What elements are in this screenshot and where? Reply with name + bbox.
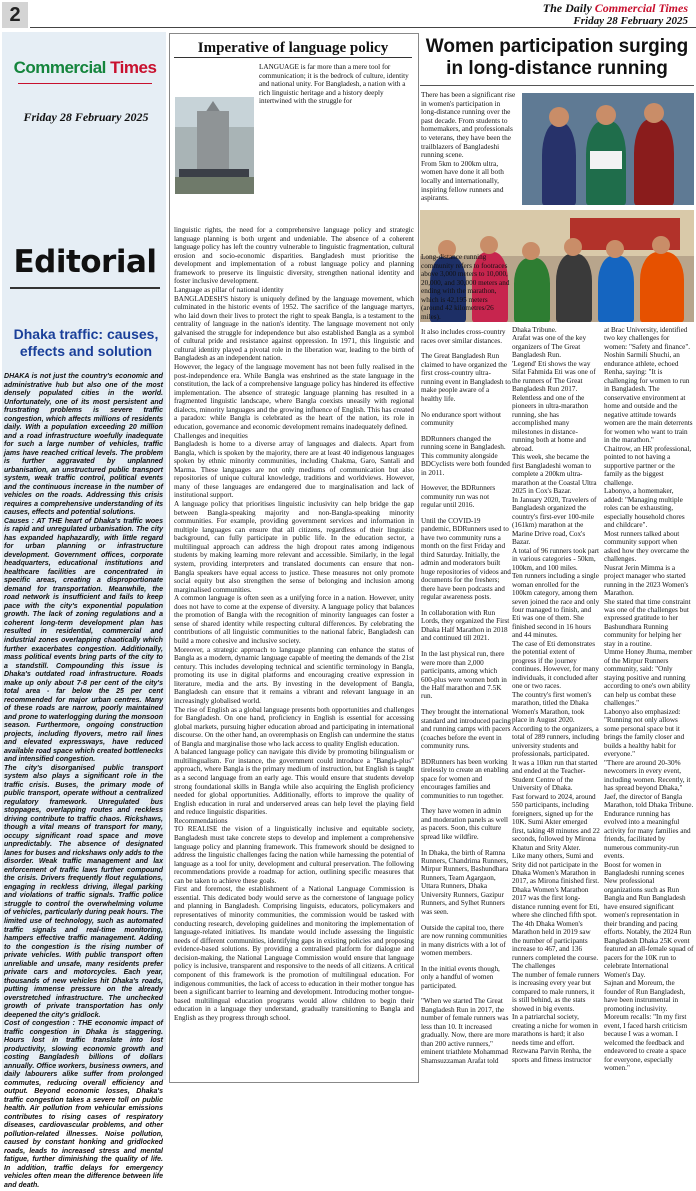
running-article-paragraph: Nusrat Jerin Mimma is a project manager who started running in the 2023 Women's Marathon. <box>604 563 689 598</box>
editorial-rule <box>10 287 160 289</box>
running-article-paragraph: Sifat Fahmida Eti was one of the runners of The Great Bangladesh Run 2017. <box>512 368 596 394</box>
running-article-paragraph: BDRunners has been working tirelessly to create an enabling space for women and encourages families and communities to run together. <box>421 757 509 800</box>
running-article-paragraph: The case of Eti demonstrates the potential extent of progress if the journey continues. However, for many individuals, it concluded after one or two races. <box>512 639 599 691</box>
masthead-name-green: Commercial <box>13 58 111 77</box>
running-article-paragraph: However, the BDRunners community run was not regular until 2016. <box>421 484 496 510</box>
running-article-subhead: No endurance sport without community <box>421 410 502 427</box>
header-date: Friday 28 February 2025 <box>573 15 688 27</box>
language-article-paragraph: linguistic rights, the need for a comprehensive language policy and strategic language planning is both urgent and undeniable. The absence of a coherent language policy has left the country vulnerable to linguistic fragmentation, cultural erosion and socio-economic disparities. Bangladesh must prioritise the development and implementation of a robust language policy and planning framework to preserve its linguistic diversity, strengthen national identity and foster inclusive development. <box>174 226 414 286</box>
running-article-paragraph: In a patriarchal society, creating a niche for women in marathons is hard; it also needs time and effort. <box>512 1013 599 1047</box>
publication-title: Commercial Times <box>594 1 688 15</box>
running-article-paragraph: In the last physical run, there were more than 2,000 participants, among which 600-plus were women both in the Half marathon and 7.5K run. <box>421 650 507 701</box>
runners-photo-top <box>522 93 694 205</box>
language-article-paragraph: TO REALISE the vision of a linguistically inclusive and equitable society, Bangladesh must take concrete steps to develop and implement a comprehensive language policy and planning framework. This framework should be designed to address the linguistic challenges facing the nation while harnessing the potential of language as a tool for unity, development and cultural preservation. The following recommendations provide a roadmap for action, outlining specific measures that can be taken to achieve these goals. <box>174 825 414 885</box>
running-article-paragraph: Outside the capital too, there are now running communities in many districts with a lot of women members. <box>421 923 508 958</box>
running-article-paragraph: Until the COVID-19 pandemic, BDRunners used to have two community runs a month on the first Friday and third Saturday. Initially, the admin and moderators built huge repositories of videos and documents for the freshers; there have been podcasts and regular awareness posts. <box>421 516 511 602</box>
running-article-paragraph: Fast forward to 2024, around 550 participants, including foreigners, signed up for the 10K. Sumi Akter emerged first, taking 48 minutes and 22 seconds, followed by Mirona Khatun and Srity Akter. <box>512 792 600 852</box>
running-article-subhead: The challenges <box>512 962 556 971</box>
running-article-paragraph: at Brac University, identified two key challenges for women: "Safety and finance". <box>604 326 691 351</box>
language-article-paragraph: BANGLADESH'S history is uniquely defined by the language movement, which culminated in the historic events of 1952. The sacrifice of the language martyrs, who laid down their lives to protect the right to speak Bangla, is a testament to the centrality of language in the nation's identity. The language movement not only galvanised the struggle for independence but also established Bangla as a symbol of cultural pride and resistance against oppression. In 1971, this linguistic and cultural identity played a pivotal role in the liberation war, leading to the birth of Bangladesh as an independent nation. <box>174 294 414 363</box>
running-article-paragraph: In Dhaka, the birth of Ramna Runners, Chandrima Runners, Mirpur Runners, Bashundhara Runners, Team Agargaon, Uttara Runners, Dhaka University Runners, Gazipur Runners, and Sylhet Runners was seen. <box>421 848 509 916</box>
running-article-paragraph: New professional organizations such as Run Bangla and Run Bangladesh have ensured significant women's representation in their branding and pacing efforts. Notably, the 2024 Run Bangladesh Dhaka 25K event featured an all-female squad of pacers for the 10K run to celebrate International Women's Day. <box>604 877 694 979</box>
masthead-logo <box>10 58 160 78</box>
editorial-paragraph: Cost of congestion : THE economic impact of traffic congestion in Dhaka is staggering. Hours lost in traffic translate into lost productivity, slowing economic growth and costing Bangladesh billions of dollars annually. Office workers, business owners, and daily labourers alike suffer from prolonged commutes, reducing overall efficiency and output. Beyond economic losses, Dhaka's traffic congestion takes a severe toll on public health. Air pollution from vehicular emissions contributes to rising cases of respiratory diseases, cardiovascular problems, and other pollution-related illnesses. Noise pollution, caused by constant honking and gridlocked roads, leads to increased stress and mental fatigue, further diminishing the quality of life. In addition, traffic delays for emergency vehicles often mean the difference between life and death. <box>4 1020 163 1189</box>
running-article-paragraph: Dhaka Tribune. <box>512 326 557 334</box>
running-article-paragraph: They have women in admin and moderation panels as well as pacers. Soon, this culture spread like wildfire. <box>421 807 509 841</box>
running-article-paragraph: It also includes cross-country races over similar distances. <box>421 328 506 345</box>
editorial-body <box>4 373 164 1189</box>
running-article-paragraph: Ten runners including a single woman enrolled for the 100km category, among them seven joined the race and only four managed to finish, and Eti was one of them. She finished second in 16 hours and 44 minutes. <box>512 572 600 640</box>
publication-name <box>543 1 688 16</box>
running-article-paragraph: Endurance running has evolved into a meaningful activity for many families and friends, facilitated by numerous community-run events. <box>604 809 691 861</box>
running-article-subhead: Boost for women in Bangladeshi running scenes <box>604 860 685 877</box>
running-article-paragraph: In collaboration with Run Lords, they organized the First Dhaka Half Marathon in 2018 and continued till 2021. <box>421 608 510 643</box>
language-article-title: Imperative of language policy <box>197 40 389 56</box>
language-article-rule <box>174 57 412 58</box>
running-article-paragraph: A total of 96 runners took part in various categories - 50km, 100km, and 100 miles. <box>512 546 600 572</box>
running-article-paragraph: Long-distance running community refers to footraces above 3,000 meters to 10,000, 20,000, and 30,000 meters and ending with the marathon, which is 42,195 meters (around 42 kilometres/26 miles). <box>421 253 510 321</box>
masthead-name-red: Times <box>110 58 157 77</box>
running-article-paragraph: This week, she became the first Bangladeshi woman to complete a 200km ultra-marathon at the Coastal Ultra 2025 in Cox's Bazar. <box>512 453 597 496</box>
running-article-paragraph: BDRunners changed the running scene in Bangladesh. This community alongside BDCyclists were both founded in 2011. <box>421 434 510 477</box>
running-article-paragraph: Dhaka Women's Marathon 2017 was the first long-distance running event for Eti, where she clinched fifth spot. <box>512 885 600 920</box>
running-article-column-3 <box>604 326 694 1078</box>
language-article-paragraph: First and foremost, the establishment of a National Language Commission is essential. This dedicated body would serve as the cornerstone of language policy and planning in Bangladesh. Comprising linguists, educators, policymakers and representatives of minority communities, the commission would be tasked with conducting research, developing guidelines and monitoring the implementation of language-related initiatives. Its mandate would include assessing the linguistic needs of different communities, identifying gaps in existing policies and proposing evidence-based solutions. By providing a centralised platform for dialogue and decision-making, the National Language Commission would ensure that language policy is inclusive, transparent and responsive to the needs of all citizens. A critical component of this framework is the promotion of multilingual education. For indigenous communities, the lack of access to education in their mother tongue has been a significant barrier to learning and development. Introducing mother tongue-based multilingual education programs would allow children to begin their education in a language they understand, gradually transitioning to Bangla and English as they progress through school. <box>174 885 414 1022</box>
running-article-paragraph: The country's first women's marathon, titled the Dhaka Women's Marathon, took place in August 2020. <box>512 690 592 725</box>
running-article-paragraph: They brought the international standard and introduced pacing and running camps with pacers (coaches before the event in community runs. <box>421 708 512 751</box>
running-article-paragraph: According to the organizers, a total of 289 runners, including university students and professionals, participated. <box>512 724 600 759</box>
running-article-paragraph: "There are around 20-30% newcomers in every event, including women. Recently, it has spread beyond Dhaka," Jaef, the director of Bangla Marathon, told Dhaka Tribune. <box>604 758 694 810</box>
running-article-paragraph: It was a 10km run that started and ended at the Teacher-Student Centre of the University of Dhaka. <box>512 758 598 793</box>
editorial-label: Editorial <box>13 244 157 280</box>
running-article-paragraph: In January 2020, Travelers of Bangladesh organized the country's first-ever 100-mile (161km) marathon at the Marine Drive road, Cox's Bazar. <box>512 495 597 547</box>
language-article-paragraph: LANGUAGE is far more than a mere tool for communication; it is the bedrock of culture, identity and national unity. For Bangladesh, a nation with a rich linguistic heritage and a history deeply intertwined with the struggle for <box>259 63 409 106</box>
editorial-paragraph: DHAKA is not just the country's economic and administrative hub but also one of the most densely populated cities in the world. Unfortunately, one of its most persistent and frustrating problems is severe traffic congestion, which affects millions of residents daily. With a population exceeding 20 million and a road infrastructure woefully inadequate for such a large number of vehicles, traffic jams have reached critical levels. The problem is further aggravated by unplanned urbanisation, an unstructured public transport system, weak traffic control, political events and the continuous increase in the number of vehicles on the roads. Addressing this crisis requires a comprehensive understanding of its causes, effects and potential solutions. <box>4 373 163 517</box>
editorial-paragraph: The city's disorganised public transport system also plays a significant role in the traffic crisis. Buses, the primary mode of public transport, operate without a centralized regulatory framework. Unregulated bus stoppages, overlapping routes and reckless driving contribute to traffic chaos. Rickshaws, though a vital means of transport for many, occupy significant road space and move unpredictably. The absence of designated lanes for buses and rickshaws only adds to the disorder. Weak traffic management and lax enforcement of traffic laws further compound the crisis. Drivers frequently flout regulations, engaging in reckless driving, illegal parking and violations of traffic signals. Traffic police struggle to control the overwhelming volume of vehicles, particularly during peak hours. The limited use of technology, such as automated traffic signals and real-time monitoring, hampers effective traffic management. Adding to the congestion is the rising number of private vehicles. With public transport often unreliable and unsafe, many residents prefer private cars and motorcycles. Each year, thousands of new vehicles hit Dhaka's roads, putting immense pressure on the already overstretched infrastructure. The unchecked growth of private transportation has only deepened the city's gridlock. <box>4 764 163 1019</box>
running-article-paragraph: Relentless and one of the pioneers in ultra-marathon running, she has accomplished many milestones in distance-running both at home and abroad. <box>512 393 589 453</box>
language-article-paragraph: Moreover, a strategic approach to language planning can enhance the status of Bangla as a modern, dynamic language capable of meeting the demands of the 21st century. This includes developing technical and scientific terminology in Bangla, promoting its use in digital platforms and encouraging creative expression in literature, media and the arts. By investing in the development of Bangla, Bangladesh can ensure that it remains a vibrant and relevant language in an increasingly globalised world. <box>174 645 414 705</box>
running-article-paragraph: Chaitrow, an HR professional, pointed to not having a supportive partner or the family as the biggest challenge. <box>604 444 692 487</box>
running-article-rule <box>420 85 694 86</box>
page-number: 2 <box>2 2 28 28</box>
running-article-paragraph: Labonyo, a homemaker, added: "Managing multiple roles can be exhausting, especially household chores and childcare". <box>604 487 685 530</box>
language-article-paragraph: However, the legacy of the language movement has not been fully realised in the post-independence era. While Bangla was enshrined as the state language in the constitution, the lack of a comprehensive language policy has hindered its effective implementation. The absence of strategic language planning has resulted in a fragmented linguistic landscape, where Bangla coexists uneasily with regional dialects, minority languages and the growing influence of English. This has created a paradox: while Bangla is celebrated as the heart of the nation, its role in education, governance and economic development remains inadequately defined. <box>174 363 414 431</box>
running-article-paragraph: She stated that time constraint was one of the challenges but expressed gratitude to her Bashundhara Running community for helping her stay in a routine. <box>604 597 691 648</box>
masthead-date: Friday 28 February 2025 <box>23 110 149 124</box>
running-article-paragraph: The number of female runners is increasing every year but compared to male runners, it is still behind, as the stats showed in big events. <box>512 970 600 1013</box>
running-article-paragraph: Noshin Sarmili Shuchi, an endurance athlete, echoed Renha, saying: "It is challenging for women to run in Bangladesh. The conservative environment at home and outside and the negative attitude towards women are the main deterrents for women who want to train in the marathon." <box>604 351 693 445</box>
editorial-title: Dhaka traffic: causes, effects and solution <box>13 326 159 359</box>
running-article-intro <box>421 91 516 226</box>
running-article-paragraph: There has been a significant rise in women's participation in long-distance running over the past decade. From students to homemakers, and professionals to veterans, they have been the trailblazers of Bangladeshi running scene. <box>421 90 516 160</box>
running-article-paragraph: Arafat was one of the key organizers of The Great Bangladesh Run. <box>512 334 587 360</box>
language-article-body <box>174 226 414 1078</box>
language-article-paragraph: The rise of English as a global language presents both opportunities and challenges for Bangladesh. On one hand, proficiency in English is essential for accessing global markets, pursuing higher education abroad and participating in international discourse. On the other hand, an overemphasis on English can undermine the status of Bangla and marginalise those who lack access to quality English education. <box>174 705 414 748</box>
running-article-paragraph: The 4th Dhaka Women's Marathon held in 2019 saw the number of participants increase to 467, and 136 runners completed the course. <box>512 919 599 962</box>
running-article-paragraph: Sajnan and Moreum, the founder of Run Bangladesh, have been instrumental in promoting inclusivity. <box>604 979 686 1013</box>
masthead-rule <box>18 83 152 84</box>
running-article-paragraph: In the initial events though, only a handful of women participated. <box>421 964 500 990</box>
running-article-paragraph: Rezwana Parvin Renha, the sports and fitness instructor <box>512 1047 592 1064</box>
running-article-paragraph: Labonyo also emphasized: "Running not only allows some personal space but it brings the family closer and builds a healthy habit for everyone." <box>604 707 685 759</box>
running-article-paragraph: From 5km to 200km ultra, women have done it all both locally and internationally, inspiring fellow runners and aspirants. <box>421 158 504 203</box>
running-article-paragraph: Most runners talked about community support when asked how they overcame the challenges. <box>604 529 690 564</box>
running-article-paragraph: Moreum recalls: "In my first event, I faced harsh criticism because I was a woman. I welcomed the feedback and endeavored to create a space for everyone, especially women." <box>604 1013 688 1073</box>
publication-prefix: The Daily <box>542 1 595 15</box>
running-article-column-1 <box>421 246 511 1078</box>
language-article-paragraph: A language policy that prioritises linguistic inclusivity can help bridge the gap between Bangla-speaking majority and non-Bangla-speaking minority communities. For example, providing government services and information in multiple languages can ensure that all citizens, regardless of their linguistic background, can fully participate in public life. In the education sector, a multilingual approach can address the high dropout rates among indigenous students by making learning more relevant and accessible. Similarly, in the legal system, providing interpreters and translated documents can ensure that non-Bangla speakers have equal access to justice. These measures not only promote social equity but also strengthen the sense of belonging and inclusion among marginalised communities. <box>174 500 414 594</box>
header-rule <box>30 27 696 28</box>
language-article-paragraph: Bangladesh is home to a diverse array of languages and dialects. Apart from Bangla, which is spoken by the majority, there are at least 40 indigenous languages spoken by ethnic minority communities, including Chakma, Garo, Santali and Marma. These languages are not only mediums of communication but also repositories of unique cultural knowledge, traditions and worldviews. However, many of these languages are endangered due to marginalisation and lack of institutional support. <box>174 440 414 500</box>
language-article-paragraph: A common language is often seen as a unifying force in a nation. However, unity does not have to come at the expense of diversity. A language policy that balances the promotion of Bangla with the recognition of minority languages can foster a sense of shared identity while respecting cultural differences. By celebrating the contributions of all linguistic communities to the national fabric, Bangladesh can build a more cohesive and inclusive society. <box>174 594 414 645</box>
shaheed-minar-photo <box>175 97 254 194</box>
language-article-subhead: Language as pillar of national identity <box>174 285 284 294</box>
running-article-paragraph: "When we started The Great Bangladesh Run in 2017, the number of female runners was less than 10. It increased gradually. Now, there are more than 200 active runners," eminent triathlete Mohammad Shamsuzzaman Arafat told <box>421 997 510 1065</box>
running-article-title: Women participation surging in long-distance running <box>425 36 689 80</box>
language-article-subhead: Challenges and inequities <box>174 431 248 440</box>
language-article-paragraph: A balanced language policy can navigate this divide by promoting bilingualism or multilingualism. For instance, the government could introduce a "Bangla-plus" approach, where Bangla is the primary medium of instruction, but English is taught as a second language from an early age. This would ensure that students develop strong foundational skills in Bangla while also acquiring the English proficiency needed for global opportunities. Additionally, efforts to improve the quality of English education in rural and underserved areas can help level the playing field and reduce linguistic disparities. <box>174 748 414 817</box>
running-article-column-2 <box>512 326 600 1078</box>
running-article-paragraph: The Great Bangladesh Run claimed to have organized the first cross-country ultra-running event in Bangladesh to make people aware of a healthy life. <box>421 352 511 403</box>
language-article-intro <box>259 63 414 227</box>
language-article-subhead: Recommendations <box>174 816 228 825</box>
running-article-paragraph: Umme Honey Jhuma, member of the Mirpur Runners community, said: "Only staying positive and running according to one's own ability can help us combat these challenges." <box>604 648 693 708</box>
editorial-paragraph: Causes : AT THE heart of Dhaka's traffic woes is rapid and unregulated urbanisation. The city has expanded haphazardly, with little regard for urban planning or infrastructure development. Government offices, corporate headquarters, educational institutions and healthcare facilities are concentrated in specific areas, creating a disproportionate demand for transportation. Meanwhile, the road network is insufficient and fails to keep pace with the city's exponential population growth. The lack of zoning regulations and a coherent long-term development plan has resulted in residential, commercial and industrial zones overlapping chaotically which further exacerbates congestion. Additionally, mass political events bring parts of the city to a standstill. Compounding this issue is Dhaka's outdated road infrastructure. Roads make up only about 7-8 per cent of the city's total area - far below the 25 per cent recommended for major urban centres. Many of these roads are narrow, poorly maintained and prone to waterlogging during the monsoon season. Furthermore, ongoing construction projects, including flyovers, metro rail lines and elevated expressways, have reduced available road space which created bottlenecks and intensified congestion. <box>4 517 164 764</box>
running-article-subhead: 'Legend' Eti shows the way <box>512 359 591 368</box>
running-article-paragraph: Like many others, Sumi and Srity did not participate in the Dhaka Women's Marathon in 2017, as Mirona finished first. <box>512 852 600 886</box>
